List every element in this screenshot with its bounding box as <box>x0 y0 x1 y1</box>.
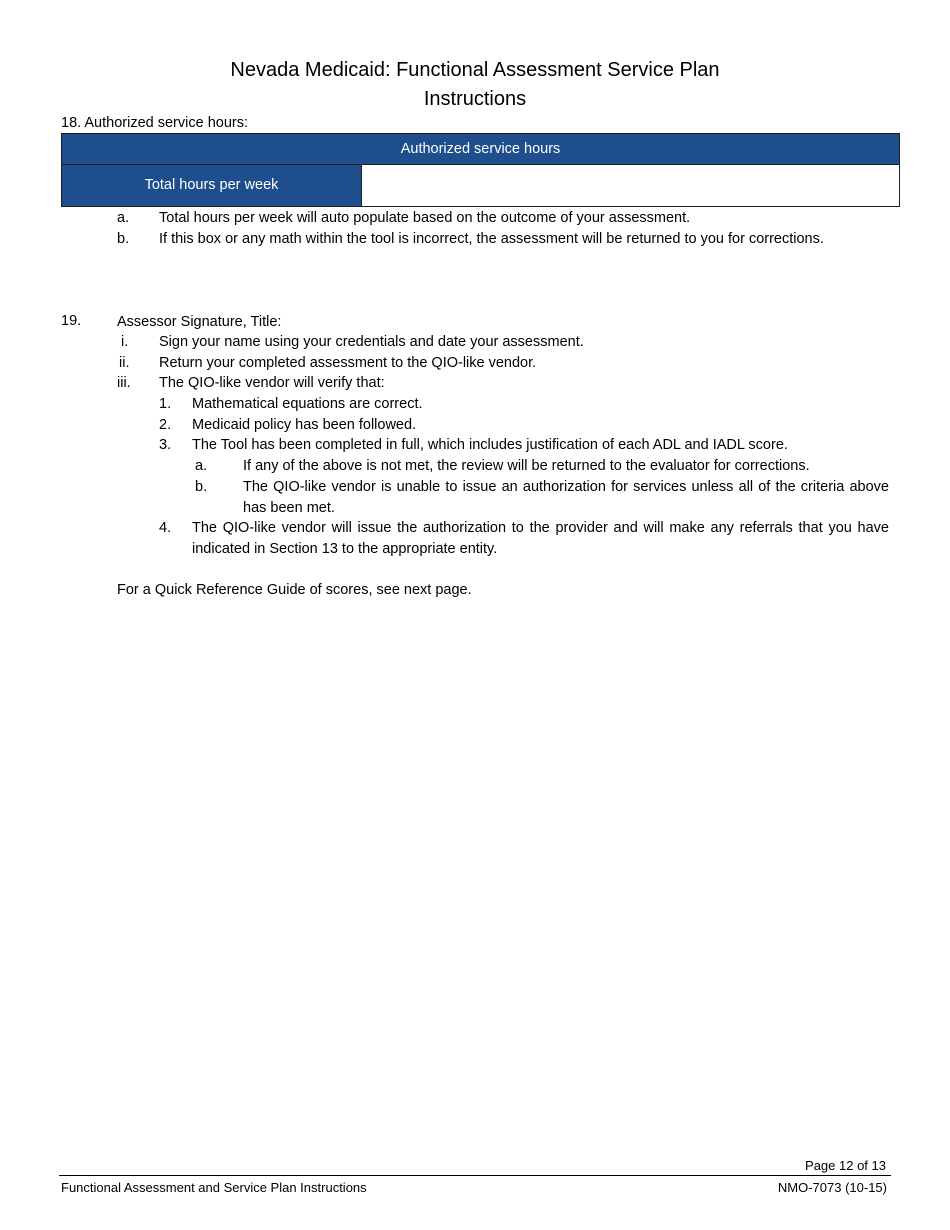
quick-reference-note: For a Quick Reference Guide of scores, see next page. <box>117 582 472 598</box>
total-hours-value <box>362 165 899 206</box>
roman-iii-marker: iii. <box>117 375 131 391</box>
authorized-hours-table-header: Authorized service hours <box>62 134 899 165</box>
total-hours-label: Total hours per week <box>62 165 362 206</box>
page-number: Page 12 of 13 <box>805 1158 886 1173</box>
numbered-4-marker: 4. <box>159 520 172 536</box>
sub-b-text: The QIO-like vendor is unable to issue an authorization for services unless all of the criteria above has been met. <box>243 479 889 516</box>
numbered-3-text: The Tool has been completed in full, which includes justification of each ADL and IADL score. <box>192 437 788 453</box>
numbered-1-marker: 1. <box>159 396 172 412</box>
numbered-3-marker: 3. <box>159 437 172 453</box>
numbered-4-text: The QIO-like vendor will issue the authorization to the provider and will make any referrals that you have indicated in Section 13 to the appropriate entity. <box>192 520 889 557</box>
sub-a-marker: a. <box>195 458 208 474</box>
section-19-heading: Assessor Signature, Title: <box>117 314 282 330</box>
numbered-2-marker: 2. <box>159 417 172 433</box>
page-title-line-2: Instructions <box>423 88 527 110</box>
footer-divider <box>59 1175 891 1176</box>
sub-b-marker: b. <box>195 479 208 495</box>
section-19-number: 19. <box>61 313 82 329</box>
section-18-item-b-text: If this box or any math within the tool is incorrect, the assessment will be returned to you for corrections. <box>159 231 824 247</box>
footer-form-number: NMO-7073 (10-15) <box>777 1180 887 1195</box>
roman-ii-text: Return your completed assessment to the QIO-like vendor. <box>159 355 537 371</box>
roman-ii-marker: ii. <box>119 355 130 371</box>
numbered-2-text: Medicaid policy has been followed. <box>192 417 417 433</box>
sub-a-text: If any of the above is not met, the review will be returned to the evaluator for corrections. <box>243 458 810 474</box>
roman-i-text: Sign your name using your credentials and date your assessment. <box>159 334 584 350</box>
roman-i-marker: i. <box>121 334 129 350</box>
page-title-line-1: Nevada Medicaid: Functional Assessment Service Plan <box>230 59 720 81</box>
numbered-1-text: Mathematical equations are correct. <box>192 396 423 412</box>
section-18-item-a-text: Total hours per week will auto populate based on the outcome of your assessment. <box>159 210 691 226</box>
section-18-item-b-marker: b. <box>117 231 130 247</box>
footer-document-title: Functional Assessment and Service Plan Instructions <box>61 1180 367 1195</box>
section-18-heading: 18. Authorized service hours: <box>61 115 248 131</box>
roman-iii-text: The QIO-like vendor will verify that: <box>159 375 385 391</box>
section-18-item-a-marker: a. <box>117 210 130 226</box>
authorized-hours-table <box>61 133 900 207</box>
